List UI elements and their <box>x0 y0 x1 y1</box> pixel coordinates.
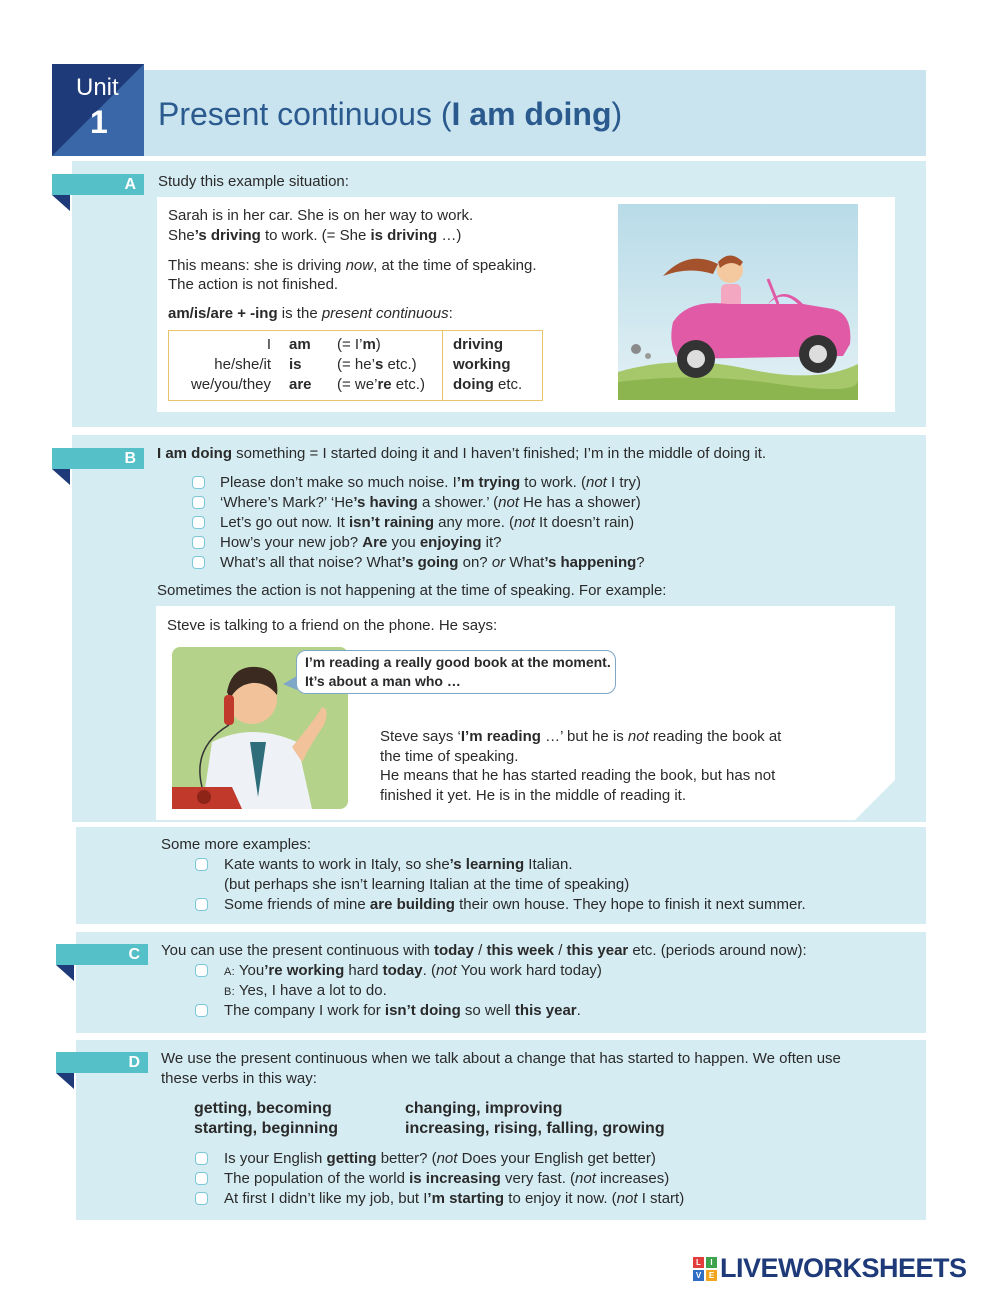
text-segment: this year <box>514 1002 577 1019</box>
text-segment: ’m starting <box>427 1190 505 1207</box>
table-verb: are <box>289 376 312 393</box>
text-segment: something = I started doing it and I haven’t finished; I’m in the middle of doing it. <box>232 445 767 462</box>
bullet-icon <box>195 964 208 977</box>
text-segment: ’re working <box>264 962 345 979</box>
text-segment: etc.) <box>391 376 425 393</box>
table-short-form <box>337 355 417 374</box>
verbs-left-2: starting, beginning <box>194 1120 338 1137</box>
ing-verb: doing <box>453 376 494 393</box>
table-subject: he/she/it <box>214 356 271 373</box>
table-subject: I <box>266 336 271 353</box>
text-segment: Does your English get better) <box>457 1150 656 1167</box>
text-segment: , at the time of speaking. <box>373 257 537 274</box>
bullet-icon <box>195 1172 208 1185</box>
text-segment: m <box>362 336 376 353</box>
bullet-icon <box>192 516 205 529</box>
text-segment: (= he’ <box>337 356 375 373</box>
text-segment: ’s driving <box>194 227 261 244</box>
bullet-icon <box>192 556 205 569</box>
present-continuous-table <box>168 330 543 401</box>
text-segment: to work. (= She <box>260 227 371 244</box>
unit-badge <box>52 64 144 156</box>
text-segment: not <box>575 1170 596 1187</box>
text-segment: ‘Where’s Mark?’ ‘He <box>220 494 354 511</box>
text-segment: B: <box>224 986 235 998</box>
steve-box-corner <box>855 780 895 820</box>
section-a-line <box>168 206 473 225</box>
verbs-right-1: changing, improving <box>405 1100 563 1117</box>
text-segment: …) <box>437 227 462 244</box>
steve-explanation-line <box>380 727 781 746</box>
table-subject: we/you/they <box>190 376 271 393</box>
text-segment: (= I’ <box>337 336 363 353</box>
text-segment: A: <box>224 966 235 978</box>
text-segment: etc. (periods around now): <box>628 942 807 959</box>
text-segment: Italian. <box>524 856 573 873</box>
text-segment: Sarah is in her car. She is on her way to work. <box>168 207 474 224</box>
ing-extra: etc. <box>493 376 523 393</box>
section-a-intro: Study this example situation: <box>158 173 349 190</box>
text-segment: hard <box>344 962 383 979</box>
section-a-line <box>168 275 338 294</box>
liveworksheets-brand: LIVEWORKSHEETS <box>720 1253 967 1283</box>
text-segment: Is your English <box>224 1150 327 1167</box>
text-segment: ) <box>375 336 381 353</box>
steve-explanation-line <box>380 766 775 785</box>
speech-bubble-line-2: It’s about a man who … <box>305 673 461 689</box>
text-segment: isn’t raining <box>348 514 434 531</box>
bullet-icon <box>192 536 205 549</box>
section-b-example <box>220 533 502 552</box>
section-b-example <box>220 513 634 532</box>
text-segment: it? <box>481 534 502 551</box>
speech-bubble-tail <box>283 676 297 690</box>
text-segment: not <box>586 474 607 491</box>
logo-letter-v: V <box>693 1270 704 1281</box>
section-b-tab-fold <box>52 469 70 485</box>
text-segment: to enjoy it now. ( <box>504 1190 617 1207</box>
unit-label: Unit <box>76 74 119 101</box>
text-segment: Yes, I have a lot to do. <box>235 982 387 999</box>
section-d-example <box>224 1149 656 1168</box>
text-segment: You can use the present continuous with <box>161 942 434 959</box>
text-segment: are building <box>369 896 455 913</box>
text-segment: ’s having <box>353 494 418 511</box>
section-b-example <box>220 473 641 492</box>
section-d-tab: D <box>56 1052 148 1073</box>
text-segment: not <box>616 1190 638 1207</box>
ing-verb: working <box>453 356 511 373</box>
text-segment: not <box>436 1150 458 1167</box>
section-d-example <box>224 1169 669 1188</box>
text-segment: I’m reading <box>460 728 541 745</box>
more-example <box>224 875 629 894</box>
text-segment: ) <box>611 96 623 132</box>
text-segment: I am doing <box>451 96 612 132</box>
section-a-line <box>168 304 453 323</box>
text-segment: not <box>514 514 535 531</box>
steve-intro: Steve is talking to a friend on the phone. He says: <box>167 617 498 634</box>
bullet-icon <box>195 1004 208 1017</box>
text-segment: this week <box>486 942 555 959</box>
text-segment: on? <box>458 554 492 571</box>
text-segment: present continuous <box>321 305 449 322</box>
table-short-form <box>337 375 425 394</box>
text-segment: to work. ( <box>520 474 586 491</box>
text-segment: You <box>235 962 265 979</box>
text-segment: re <box>377 376 392 393</box>
text-segment: now <box>345 257 374 274</box>
steve-explanation-line <box>380 747 518 766</box>
text-segment: : <box>448 305 453 322</box>
text-segment: is the <box>277 305 322 322</box>
text-segment: Present continuous ( <box>158 96 452 132</box>
text-segment: Please don’t make so much noise. I <box>220 474 457 491</box>
text-segment: their own house. They hope to finish it next summer. <box>454 896 806 913</box>
text-segment: Steve says ‘ <box>380 728 461 745</box>
text-segment: increases) <box>595 1170 670 1187</box>
text-segment: or <box>491 554 506 571</box>
text-segment: enjoying <box>419 534 482 551</box>
bullet-icon <box>195 1152 208 1165</box>
text-segment: isn’t doing <box>384 1002 461 1019</box>
section-d-intro-line-2: these verbs in this way: <box>161 1070 317 1087</box>
text-segment: / <box>554 942 567 959</box>
text-segment: is driving <box>370 227 438 244</box>
bullet-icon <box>195 858 208 871</box>
bullet-icon <box>192 496 205 509</box>
text-segment: getting <box>326 1150 377 1167</box>
section-c-example <box>224 981 387 1002</box>
text-segment: (but perhaps she isn’t learning Italian at the time of speaking) <box>224 876 630 893</box>
text-segment: The population of the world <box>224 1170 410 1187</box>
table-ing-form <box>453 355 511 374</box>
text-segment: Let’s go out now. It <box>220 514 349 531</box>
section-b-note: Sometimes the action is not happening at the time of speaking. For example: <box>157 582 667 599</box>
text-segment: finished it yet. He is in the middle of reading it. <box>380 786 686 804</box>
text-segment: not <box>498 494 520 511</box>
text-segment: He means that he has started reading the book, but has not <box>380 767 776 784</box>
text-segment: I start) <box>637 1190 685 1207</box>
text-segment: / <box>473 942 487 959</box>
text-segment: ’s happening <box>544 554 637 571</box>
text-segment: . ( <box>422 962 436 979</box>
text-segment: very fast. ( <box>500 1170 576 1187</box>
more-example <box>224 855 573 874</box>
liveworksheets-logo-icon <box>693 1257 717 1281</box>
text-segment: s <box>374 356 384 373</box>
section-c-tab: C <box>56 944 148 965</box>
verbs-left-1: getting, becoming <box>194 1100 332 1117</box>
text-segment: She <box>168 227 195 244</box>
section-d-tab-fold <box>56 1073 74 1089</box>
ing-verb: driving <box>453 336 504 353</box>
section-b-example <box>220 493 641 512</box>
text-segment: I try) <box>606 474 642 491</box>
text-segment: ’s going <box>401 554 459 571</box>
section-a-line <box>168 226 461 245</box>
section-a-tab-fold <box>52 195 70 211</box>
text-segment: you <box>387 534 420 551</box>
text-segment: this year <box>566 942 629 959</box>
text-segment: am/is/are + -ing <box>168 305 278 322</box>
text-segment: Kate wants to work in Italy, so she <box>224 856 450 873</box>
bullet-icon <box>192 476 205 489</box>
section-c-intro <box>161 941 807 961</box>
section-b-intro <box>157 444 766 464</box>
sarah-driving-illustration <box>618 204 858 400</box>
text-segment: ? <box>636 554 645 571</box>
text-segment: The action is not finished. <box>168 276 339 293</box>
text-segment: not <box>627 728 649 745</box>
text-segment: a shower.’ ( <box>417 494 499 511</box>
text-segment: You work hard today) <box>456 962 602 979</box>
bullet-icon <box>195 898 208 911</box>
text-segment: …’ but he is <box>540 728 628 745</box>
text-segment: so well <box>460 1002 515 1019</box>
bullet-icon <box>195 1192 208 1205</box>
text-segment: etc.) <box>383 356 417 373</box>
text-segment: He has a shower) <box>519 494 641 511</box>
text-segment: not <box>435 962 457 979</box>
table-verb: am <box>289 336 311 353</box>
verbs-right-2: increasing, rising, falling, growing <box>405 1120 665 1137</box>
logo-letter-i: I <box>706 1257 717 1268</box>
unit-number: 1 <box>90 104 108 140</box>
table-short-form <box>337 335 381 354</box>
text-segment: is increasing <box>409 1170 501 1187</box>
section-c-tab-fold <box>56 965 74 981</box>
speech-bubble-line-1: I’m reading a really good book at the moment. <box>305 654 611 670</box>
logo-letter-e: E <box>706 1270 717 1281</box>
page-title <box>158 96 622 133</box>
text-segment: the time of speaking. <box>380 747 519 765</box>
text-segment: better? ( <box>376 1150 437 1167</box>
text-segment: At first I didn’t like my job, but I <box>224 1190 428 1207</box>
text-segment: How’s your new job? <box>220 534 363 551</box>
text-segment: reading the book at <box>648 728 782 745</box>
text-segment: ’s learning <box>449 856 525 873</box>
more-example <box>224 895 806 914</box>
section-a-tab: A <box>52 174 144 195</box>
text-segment: . <box>576 1002 581 1019</box>
text-segment: (= we’ <box>337 376 378 393</box>
text-segment: any more. ( <box>434 514 515 531</box>
section-d-intro-line-1: We use the present continuous when we talk about a change that has started to happen. We often use <box>161 1050 841 1067</box>
text-segment: today <box>382 962 423 979</box>
section-c-example <box>224 1001 581 1020</box>
text-segment: Some friends of mine <box>224 896 370 913</box>
text-segment: ’m trying <box>456 474 521 491</box>
section-b-tab: B <box>52 448 144 469</box>
table-ing-form <box>453 375 522 394</box>
text-segment: It doesn’t rain) <box>534 514 635 531</box>
section-c-example <box>224 961 602 982</box>
text-segment: today <box>433 942 474 959</box>
text-segment: The company I work for <box>224 1002 385 1019</box>
text-segment: What <box>505 554 545 571</box>
more-examples-label: Some more examples: <box>161 836 312 853</box>
text-segment: What’s all that noise? What <box>220 554 402 571</box>
text-segment: I am doing <box>157 445 232 462</box>
table-ing-form <box>453 335 503 354</box>
table-verb: is <box>289 356 302 373</box>
section-d-example <box>224 1189 684 1208</box>
section-a-line <box>168 256 537 275</box>
text-segment: This means: she is driving <box>168 257 346 274</box>
steve-explanation-line <box>380 786 686 805</box>
logo-letter-l: L <box>693 1257 704 1268</box>
table-divider <box>442 331 443 400</box>
text-segment: Are <box>362 534 388 551</box>
section-b-example <box>220 553 645 572</box>
